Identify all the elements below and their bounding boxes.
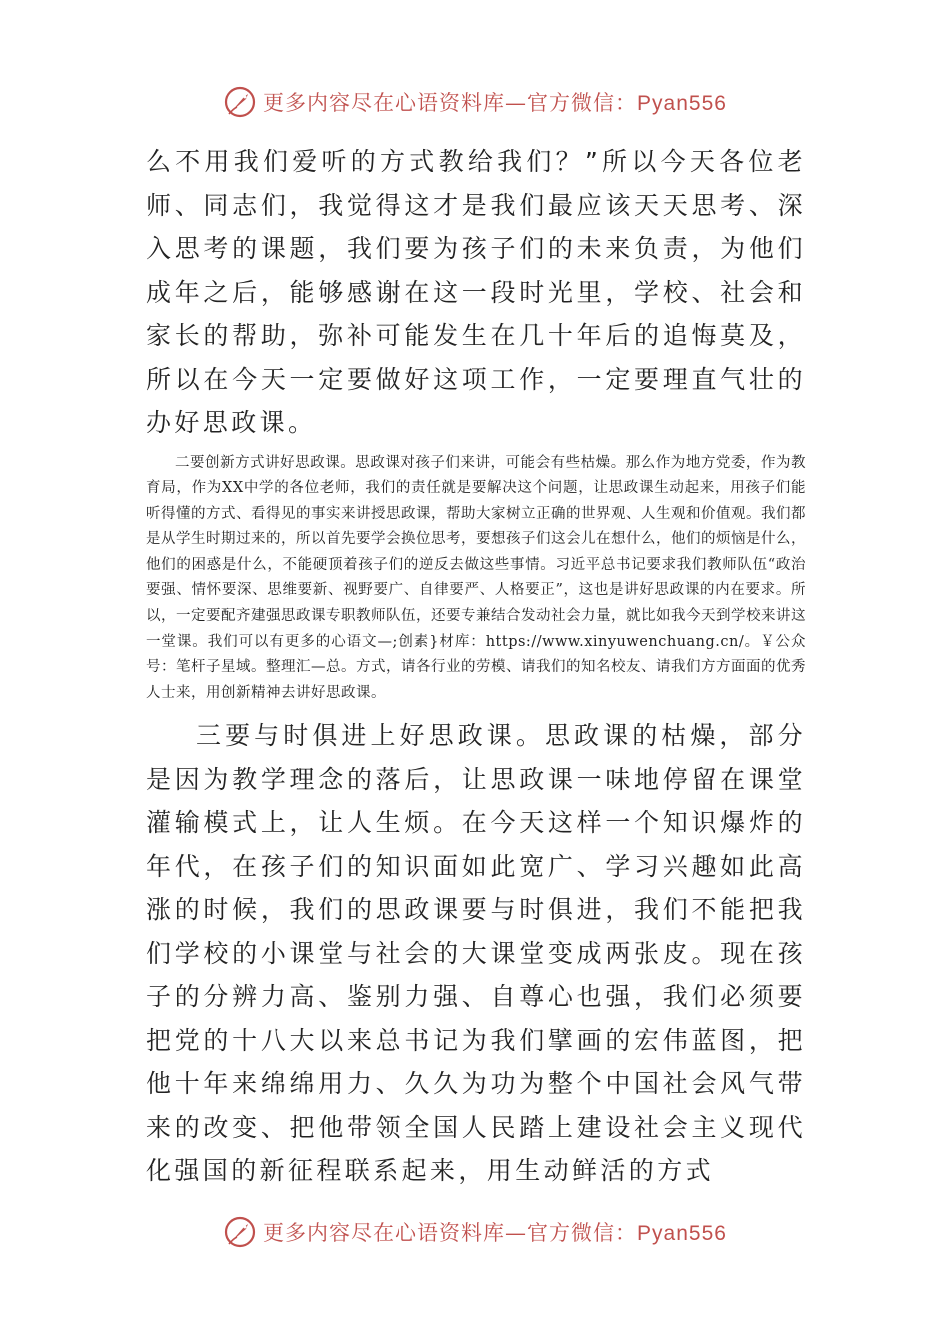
pen-nib-logo-icon: [223, 1215, 257, 1249]
paragraph-innovation: 二要创新方式讲好思政课。思政课对孩子们来讲，可能会有些枯燥。那么作为地方党委，作为教育局，作为XX中学的各位老师，我们的责任就是要解决这个问题，让思政课生动起来，用孩子们能听得懂的方式、看得见的事实来讲授思政课，帮助大家树立正确的世界观、人生观和价值观。我们都是从学生时期过来的，所以首先要学会换位思考，要想孩子们这会儿在想什么，他们的烦恼是什么，他们的困惑是什么，不能硬顶着孩子们的逆反去做这些事情。习近平总书记要求我们教师队伍“政治要强、情怀要深、思维要新、视野要广、自律要严、人格要正”，这也是讲好思政课的内在要求。所以，一定要配齐建强思政课专职教师队伍，还要专兼结合发动社会力量，就比如我今天到学校来讲这一堂课。我们可以有更多的心语文—;创素}材库：https://www.xinyuwenchuang.cn/。￥公众号：笔杆子星域。整理汇—总。方式，请各行业的劳模、请我们的知名校友、请我们方方面面的优秀人士来，用创新精神去讲好思政课。: [146, 454, 806, 701]
pen-nib-logo-icon: [223, 85, 257, 119]
paragraph-keep-pace: 三要与时俱进上好思政课。思政课的枯燥，部分是因为教学理念的落后，让思政课一味地停留在课堂灌输模式上，让人生烦。在今天这样一个知识爆炸的年代，在孩子们的知识面如此宽广、学习兴趣如此高涨的时候，我们的思政课要与时俱进，我们不能把我们学校的小课堂与社会的大课堂变成两张皮。现在孩子的分辨力高、鉴别力强、自尊心也强，我们必须要把党的十八大以来总书记为我们擘画的宏伟蓝图，把他十年来绵绵用力、久久为功为整个中国社会风气带来的改变、把他带领全国人民踏上建设社会主义现代化强国的新征程联系起来，用生动鲜活的方式: [146, 721, 806, 1186]
footer-banner: [0, 1212, 950, 1252]
header-banner: [0, 82, 950, 122]
footer-banner-text: 更多内容尽在心语资料库—官方微信：Pyan556: [263, 1221, 727, 1245]
header-banner-text: 更多内容尽在心语资料库—官方微信：Pyan556: [263, 91, 727, 115]
paragraph-continued: 么不用我们爱听的方式教给我们？”所以今天各位老师、同志们，我觉得这才是我们最应该天天思考、深入思考的课题，我们要为孩子们的未来负责，为他们成年之后，能够感谢在这一段时光里，学校、社会和家长的帮助，弥补可能发生在几十年后的追悔莫及，所以在今天一定要做好这项工作，一定要理直气壮的办好思政课。: [146, 147, 806, 437]
document-body: [146, 140, 806, 1193]
